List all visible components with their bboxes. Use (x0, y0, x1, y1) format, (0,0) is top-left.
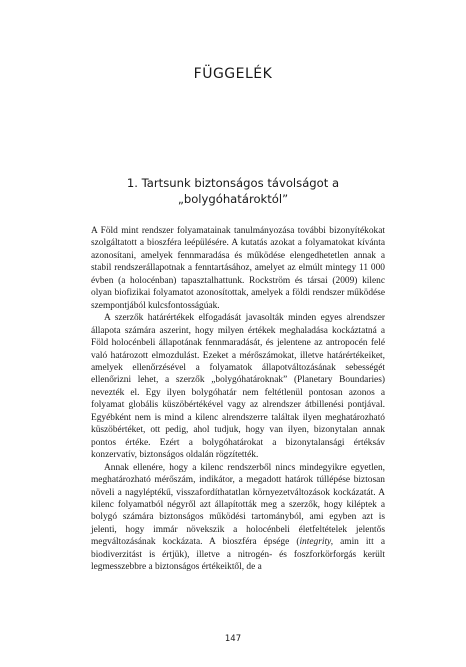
chapter-title: FÜGGELÉK (193, 66, 273, 82)
section-heading-line-1: 1. Tartsunk biztonságos távolságot a (126, 176, 340, 190)
paragraph-1: A Föld mint rendszer folyamatainak tanulmányozása további bizonyítékokat szolgáltatott a bioszféra leépülésére. A kutatás azokat a folyamatokat kívánta azonosítani, amelyek fennmaradása és működése elengedhetetlen annak a stabil rendszerállapotnak a fenntartásához, amelyet az elmúlt mintegy 11 000 évben (a holocénban) tapasztalhattunk. Rockström és társai (2009) kilenc olyan biofizikai folyamatot azonosítottak, amelyek a földi rendszer működése szempontjából kulcsfontosságúak. (91, 226, 385, 311)
section-heading-line-2: „bolygóhatároktól” (177, 192, 289, 206)
paragraph-3 (91, 462, 385, 574)
paragraph-3-italic-term: integrity, (299, 537, 334, 548)
paragraph-2: A szerzők határértékek elfogadását javasolták minden egyes alrendszer állapota számára aszerint, hogy milyen értékek meghaladása kockáztatná a Föld holocénbeli állapotának fennmaradását, és jelentene az antropocén felé való határozott elmozdulást. Ezeket a mérőszámokat, illetve határértékeiket, amelyek ellenőrzésével a folyamatok állapotváltozásának sebességét ellenőrizni lehet, a szerzők „bolygóhatároknak” (Planetary Boundaries) nevezték el. Egy ilyen bolygóhatár nem feltétlenül pontosan azonos a folyamat globális küszöbértékével vagy az alrendszer átbillenési pontjával. Egyébként nem is mind a kilenc alrendszerre találtak ilyen meghatározható küszöbértéket, ott pedig, ahol tudjuk, hogy van ilyen, bizonytalan annak pontos értéke. Ezért a bolygóhatárokat a bizonytalansági értéksáv konzervatív, biztonságos oldalán rögzítették. (91, 313, 385, 461)
page-number: 147 (224, 634, 242, 644)
section-heading (0, 175, 466, 207)
body-text (91, 225, 385, 574)
paragraph-3-text-start: Annak ellenére, hogy a kilenc rendszerből nincs mindegyikre egyetlen, meghatározható mérőszám, indikátor, a megadott határok túllépése biztosan növeli a nagyléptékű, visszafordíthatatlan környezetváltozások kockázatát. A kilenc folyamatból négyről azt állapították meg a szerzők, hogy kiléptek a bolygó számára biztonságos működési tartományból, ami egyben azt is jelenti, hogy immár növekszik a holocénbeli életfeltételek jelentős megváltozásának kockázata. A bioszféra épsége ( (91, 462, 385, 548)
paragraph-3-text-end: amin itt a biodiverzitást is értjük), illetve a nitrogén- és foszforkörforgás került legmesszebbre a biztonságos értékeiktől, de a (91, 537, 385, 573)
